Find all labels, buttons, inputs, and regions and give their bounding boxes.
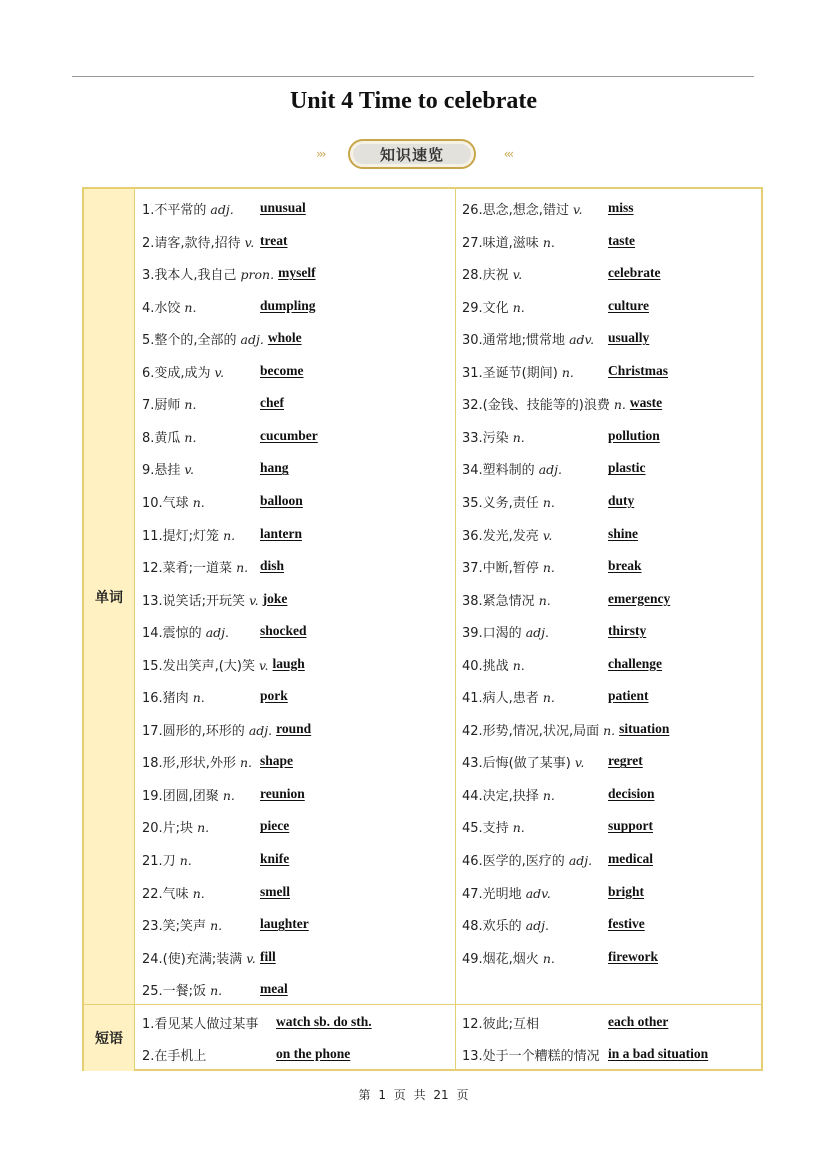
chinese-meaning [142, 687, 205, 706]
meaning-text: 43.后悔(做了某事) [462, 756, 571, 772]
english-answer: laugh [272, 655, 305, 671]
chevron-left-icon: ‹‹‹ [503, 147, 512, 161]
chinese-meaning [142, 362, 224, 381]
english-answer: culture [608, 297, 649, 313]
meaning-text: 16.猪肉 [142, 691, 189, 707]
chinese-meaning [462, 948, 555, 967]
meaning-text: 13.处于一个糟糕的情况 [462, 1049, 600, 1064]
page-title: Unit 4 Time to celebrate [289, 88, 538, 114]
meaning-text: 11.提灯;灯笼 [142, 528, 220, 544]
english-answer: piece [260, 818, 290, 834]
part-of-speech: n. [512, 820, 525, 836]
part-of-speech: n. [542, 787, 555, 803]
english-answer: bright [608, 883, 645, 899]
meaning-text: 10.气球 [142, 495, 189, 511]
english-answer: usually [608, 330, 650, 346]
chinese-meaning [142, 232, 254, 251]
english-answer: miss [608, 200, 634, 215]
banner-pill [348, 139, 476, 169]
english-answer: on the phone [276, 1046, 351, 1061]
meaning-text: 41.病人,患者 [462, 691, 539, 707]
part-of-speech: v. [572, 202, 583, 217]
english-answer: smell [260, 883, 290, 899]
chinese-meaning [462, 720, 615, 739]
chinese-meaning [142, 817, 209, 836]
meaning-text: 45.支持 [462, 821, 509, 837]
column-divider [455, 189, 456, 1069]
english-answer: meal [260, 981, 288, 997]
meaning-text: 31.圣诞节(期间) [462, 365, 558, 381]
english-answer: dish [260, 558, 285, 574]
english-answer: pollution [608, 427, 660, 443]
banner-label: 知识速览 [353, 144, 471, 164]
chinese-meaning [142, 590, 259, 609]
part-of-speech: adv. [569, 332, 595, 348]
chinese-meaning [142, 785, 235, 804]
category-phrases: 短语 [84, 1005, 134, 1071]
english-answer: balloon [260, 492, 303, 508]
meaning-text: 38.紧急情况 [462, 593, 535, 609]
meaning-text: 20.片;块 [142, 821, 194, 837]
english-answer: support [608, 818, 654, 834]
meaning-text: 33.污染 [462, 430, 509, 446]
meaning-text: 1.不平常的 [142, 203, 207, 218]
part-of-speech: n. [512, 429, 525, 445]
chinese-meaning [142, 720, 272, 739]
part-of-speech: n. [542, 494, 555, 510]
english-answer: Christmas [608, 362, 668, 378]
meaning-text: 19.团圆,团聚 [142, 788, 219, 804]
english-answer: waste [629, 395, 663, 411]
chinese-meaning [142, 980, 222, 999]
english-answer: taste [608, 232, 635, 248]
english-answer: regret [608, 753, 643, 769]
meaning-text: 18.形,形状,外形 [142, 756, 236, 772]
chinese-meaning [142, 1045, 206, 1064]
part-of-speech: v. [574, 755, 585, 771]
english-answer: break [608, 558, 642, 574]
part-of-speech: v. [249, 592, 259, 608]
english-answer: chef [260, 395, 284, 411]
english-answer: round [276, 720, 312, 736]
part-of-speech: n. [542, 234, 555, 250]
english-answer: challenge [608, 655, 662, 671]
part-of-speech: n. [613, 397, 626, 413]
chinese-meaning [142, 492, 205, 511]
meaning-text: 2.请客,款待,招待 [142, 235, 241, 251]
english-answer: plastic [608, 460, 646, 476]
english-answer: become [260, 362, 304, 378]
chinese-meaning [142, 948, 256, 967]
part-of-speech: n. [210, 918, 223, 934]
chinese-meaning [462, 590, 551, 609]
meaning-text: 14.震惊的 [142, 626, 202, 642]
part-of-speech: n. [561, 364, 574, 380]
chevron-right-icon: ››› [316, 147, 325, 161]
english-answer: whole [267, 330, 302, 346]
english-answer: laughter [260, 916, 309, 932]
meaning-text: 3.我本人,我自己 [142, 268, 237, 284]
chinese-meaning [462, 655, 525, 674]
part-of-speech: v. [246, 950, 256, 966]
meaning-text: 1.看见某人做过某事 [142, 1017, 259, 1032]
chinese-meaning [462, 817, 525, 836]
english-answer: shocked [260, 623, 307, 639]
chinese-meaning [462, 264, 522, 283]
english-answer: thirsty [608, 623, 647, 639]
meaning-text: 40.挑战 [462, 658, 509, 674]
part-of-speech: n. [197, 820, 210, 836]
chinese-meaning [462, 785, 555, 804]
meaning-text: 48.欢乐的 [462, 919, 522, 935]
chinese-meaning [142, 459, 194, 478]
english-answer: shape [260, 753, 294, 769]
meaning-text: 25.一餐;饭 [142, 984, 207, 1000]
meaning-text: 42.形势,情况,状况,局面 [462, 723, 600, 739]
english-answer: firework [608, 948, 658, 964]
chinese-meaning [462, 752, 584, 771]
chinese-meaning [462, 687, 555, 706]
meaning-text: 35.义务,责任 [462, 495, 539, 511]
header-rule [72, 76, 754, 77]
chinese-meaning [142, 752, 252, 771]
chinese-meaning [462, 850, 592, 869]
part-of-speech: v. [184, 462, 194, 478]
meaning-text: 36.发光,发亮 [462, 528, 539, 544]
chinese-meaning [462, 427, 525, 446]
chinese-meaning [142, 264, 274, 283]
chinese-meaning [142, 1013, 258, 1032]
part-of-speech: n. [184, 397, 197, 413]
meaning-text: 44.决定,抉择 [462, 788, 539, 804]
chinese-meaning [462, 557, 555, 576]
meaning-text: 6.变成,成为 [142, 365, 211, 381]
meaning-text: 23.笑;笑声 [142, 919, 207, 935]
english-answer: knife [260, 851, 290, 866]
chinese-meaning [462, 199, 583, 218]
chinese-meaning [142, 655, 269, 674]
meaning-text: 9.悬挂 [142, 463, 181, 479]
chinese-meaning [462, 459, 562, 478]
chinese-meaning [462, 1045, 600, 1064]
part-of-speech: n. [542, 560, 555, 576]
part-of-speech: n. [192, 885, 205, 901]
meaning-text: 5.整个的,全部的 [142, 333, 237, 349]
chinese-meaning [142, 329, 264, 348]
part-of-speech: adj. [525, 625, 549, 641]
part-of-speech: pron. [240, 267, 275, 283]
chinese-meaning [462, 297, 525, 316]
category-words: 单词 [84, 189, 134, 1004]
section-divider [84, 1004, 761, 1005]
chinese-meaning [142, 557, 248, 576]
meaning-text: 12.彼此;互相 [462, 1017, 540, 1032]
part-of-speech: n. [192, 690, 205, 706]
chinese-meaning [142, 394, 196, 413]
english-answer: in a bad situation [608, 1046, 709, 1061]
chinese-meaning [462, 883, 551, 902]
part-of-speech: adj. [205, 625, 229, 641]
english-answer: shine [608, 525, 639, 541]
part-of-speech: n. [192, 494, 205, 510]
part-of-speech: adj. [538, 462, 562, 478]
meaning-text: 32.(金钱、技能等的)浪费 [462, 398, 610, 414]
meaning-text: 12.菜肴;一道菜 [142, 561, 233, 577]
chinese-meaning [462, 525, 552, 544]
meaning-text: 4.水饺 [142, 300, 181, 316]
meaning-text: 7.厨师 [142, 398, 181, 414]
english-answer: festive [608, 916, 645, 932]
part-of-speech: adj. [248, 722, 273, 738]
chinese-meaning [142, 199, 234, 218]
part-of-speech: v. [542, 527, 553, 543]
chinese-meaning [142, 850, 192, 869]
meaning-text: 26.思念,想念,错过 [462, 203, 569, 218]
english-answer: unusual [260, 200, 306, 215]
part-of-speech: adj. [240, 332, 264, 348]
meaning-text: 8.黄瓜 [142, 430, 181, 446]
part-of-speech: adj. [525, 918, 549, 934]
meaning-text: 29.文化 [462, 300, 509, 316]
english-answer: reunion [260, 785, 305, 801]
part-of-speech: n. [603, 722, 616, 738]
column-divider [134, 189, 135, 1069]
meaning-text: 47.光明地 [462, 886, 522, 902]
english-answer: fill [260, 948, 276, 964]
english-answer: watch sb. do sth. [276, 1014, 372, 1029]
english-answer: myself [278, 265, 316, 281]
meaning-text: 17.圆形的,环形的 [142, 723, 245, 739]
part-of-speech: n. [538, 592, 551, 608]
english-answer: treat [260, 232, 288, 248]
meaning-text: 13.说笑话;开玩笑 [142, 593, 246, 609]
part-of-speech: v. [258, 657, 269, 673]
part-of-speech: adj. [210, 202, 234, 217]
chinese-meaning [462, 492, 555, 511]
english-answer: decision [608, 785, 655, 801]
chinese-meaning [462, 1013, 539, 1032]
part-of-speech: n. [223, 527, 236, 543]
meaning-text: 15.发出笑声,(大)笑 [142, 658, 255, 674]
meaning-text: 46.医学的,医疗的 [462, 854, 565, 869]
chinese-meaning [142, 622, 229, 641]
meaning-text: 21.刀 [142, 854, 176, 869]
meaning-text: 22.气味 [142, 886, 189, 902]
part-of-speech: n. [222, 787, 235, 803]
meaning-text: 37.中断,暂停 [462, 561, 539, 577]
chinese-meaning [462, 915, 549, 934]
english-answer: emergency [608, 590, 671, 606]
english-answer: dumpling [260, 297, 316, 313]
chinese-meaning [142, 883, 205, 902]
chinese-meaning [462, 622, 549, 641]
chinese-meaning [462, 394, 626, 413]
english-answer: lantern [260, 525, 302, 541]
english-answer: patient [608, 688, 649, 704]
chinese-meaning [142, 297, 196, 316]
english-answer: situation [619, 720, 670, 736]
chinese-meaning [142, 525, 235, 544]
english-answer: hang [260, 460, 289, 476]
english-answer: celebrate [608, 265, 661, 281]
part-of-speech: adv. [525, 885, 551, 901]
meaning-text: 30.通常地;惯常地 [462, 333, 566, 349]
meaning-text: 27.味道,滋味 [462, 235, 539, 251]
part-of-speech: n. [184, 429, 197, 445]
part-of-speech: n. [239, 755, 252, 771]
meaning-text: 24.(使)充满;装满 [142, 951, 243, 967]
meaning-text: 49.烟花,烟火 [462, 951, 539, 967]
meaning-text: 39.口渴的 [462, 626, 522, 642]
english-answer: each other [608, 1014, 669, 1029]
chinese-meaning [462, 362, 574, 381]
part-of-speech: n. [542, 690, 555, 706]
meaning-text: 2.在手机上 [142, 1049, 207, 1064]
page-footer: 第 1 页 共 21 页 [358, 1088, 469, 1102]
part-of-speech: n. [236, 560, 249, 576]
part-of-speech: n. [210, 983, 223, 999]
vocab-table [82, 187, 763, 1071]
chinese-meaning [142, 915, 222, 934]
chinese-meaning [142, 427, 196, 446]
chinese-meaning [462, 329, 594, 348]
english-answer: duty [608, 492, 635, 508]
section-banner [316, 139, 512, 173]
part-of-speech: n. [184, 299, 197, 315]
english-answer: medical [608, 851, 653, 866]
english-answer: pork [260, 688, 288, 704]
english-answer: joke [262, 590, 288, 606]
part-of-speech: v. [244, 234, 255, 250]
part-of-speech: v. [214, 364, 225, 380]
part-of-speech: n. [512, 657, 525, 673]
part-of-speech: adj. [568, 853, 593, 868]
part-of-speech: n. [179, 853, 192, 868]
meaning-text: 34.塑料制的 [462, 463, 535, 479]
meaning-text: 28.庆祝 [462, 268, 509, 284]
english-answer: cucumber [260, 427, 318, 443]
part-of-speech: n. [512, 299, 525, 315]
part-of-speech: v. [512, 267, 523, 283]
part-of-speech: n. [542, 950, 555, 966]
chinese-meaning [462, 232, 555, 251]
